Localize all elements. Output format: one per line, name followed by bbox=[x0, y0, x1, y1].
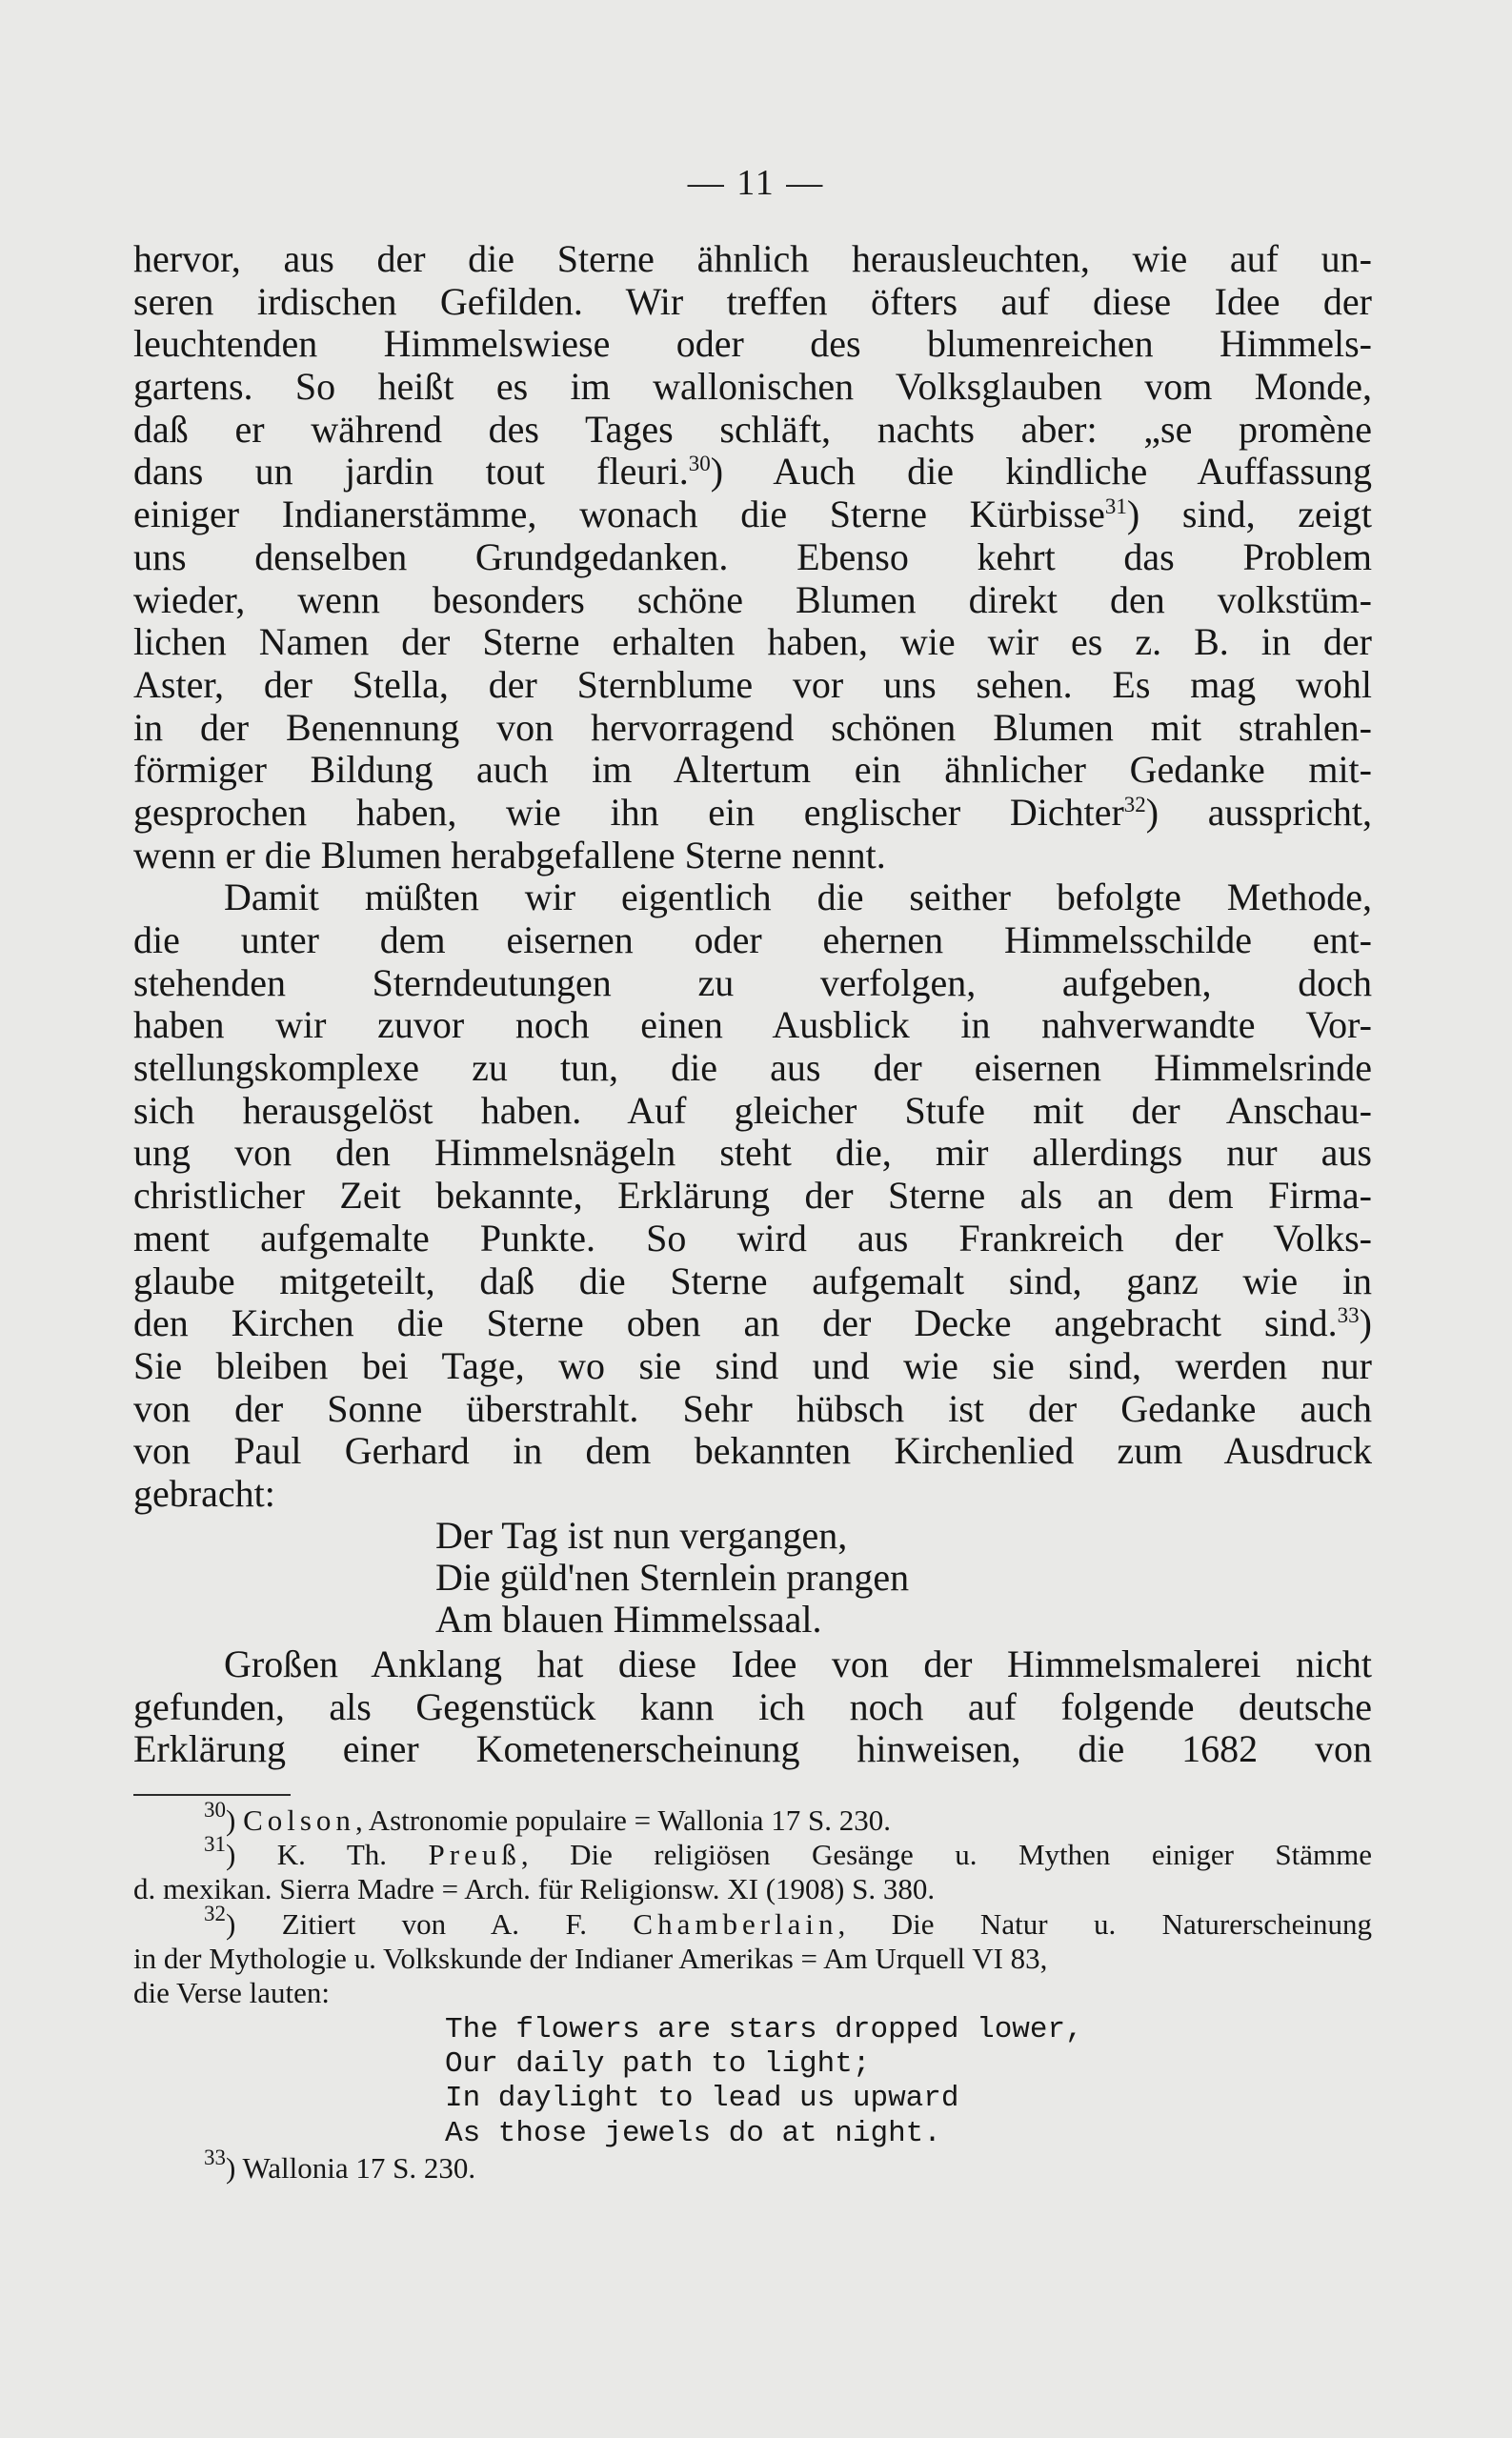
footnote-text: , Die Natur u. Naturerscheinung bbox=[837, 1906, 1372, 1941]
text-line: von der Sonne überstrahlt. Sehr hübsch ist der Gedanke auch bbox=[133, 1386, 1372, 1430]
text-line: Großen Anklang hat diese Idee von der Himmelsmalerei nicht bbox=[224, 1642, 1372, 1685]
poem-line: Die güld'nen Sternlein prangen bbox=[435, 1556, 910, 1599]
footnotes bbox=[133, 1798, 1372, 2010]
footnote-text: K. Th. bbox=[276, 1838, 429, 1872]
text-line: stellungskomplexe zu tun, die aus der eisernen Himmelsrinde bbox=[133, 1046, 1372, 1090]
footnote-mark: 32 bbox=[204, 1901, 226, 1925]
footnote-line: die Verse lauten: bbox=[133, 1975, 331, 2009]
text-line: seren irdischen Gefilden. Wir treffen öfters auf diese Idee der bbox=[133, 279, 1372, 323]
footnote-text: , Astronomie populaire = Wallonia 17 S. 230. bbox=[354, 1803, 891, 1837]
text-line: haben wir zuvor noch einen Ausblick in nahverwandte Vor- bbox=[133, 1003, 1372, 1047]
english-verse bbox=[445, 2013, 1083, 2151]
main-text-continued bbox=[133, 1643, 1372, 1771]
poem-line: Am blauen Himmelssaal. bbox=[435, 1598, 822, 1641]
footnote-author: Chamberlain bbox=[633, 1906, 838, 1941]
text-line-with-ref-30 bbox=[133, 451, 1372, 494]
footnote-ref-31: 31 bbox=[1104, 494, 1127, 519]
text-line: von Paul Gerhard in dem bekannten Kirchenlied zum Ausdruck bbox=[133, 1429, 1372, 1473]
text-fragment: Auch die kindliche Auffassung bbox=[773, 450, 1373, 494]
footnote-text: , Die religiösen Gesänge u. Mythen einiger Stämme bbox=[520, 1838, 1372, 1872]
footnote-divider bbox=[133, 1794, 291, 1796]
text-line: sich herausgelöst haben. Auf gleicher Stufe mit der Anschau- bbox=[133, 1088, 1372, 1132]
text-line: Sie bleiben bei Tage, wo sie sind und wie sie sind, werden nur bbox=[133, 1343, 1372, 1387]
text-line: uns denselben Grundgedanken. Ebenso kehrt das Problem bbox=[133, 534, 1372, 578]
footnote-line: d. mexikan. Sierra Madre = Arch. für Religionsw. XI (1908) S. 380. bbox=[133, 1872, 936, 1906]
footnote-author: Colson bbox=[243, 1803, 355, 1837]
text-line: wieder, wenn besonders schöne Blumen direkt den volkstüm- bbox=[133, 577, 1372, 621]
footnote-text: Wallonia 17 S. 230. bbox=[242, 2151, 476, 2185]
text-fragment: ) ausspricht, bbox=[1145, 790, 1372, 834]
text-line: gebracht: bbox=[133, 1471, 275, 1515]
text-line-with-ref-33 bbox=[133, 1302, 1372, 1345]
text-fragment: ) bbox=[710, 450, 724, 494]
footnote-31: $^{31}$) K. Th. Preuß, Die religiösen Gesänge u. Mythen einiger Stämme bbox=[204, 1832, 1372, 1872]
verse-line: The flowers are stars dropped lower, bbox=[445, 2013, 1083, 2046]
text-line: hervor, aus der die Sterne ähnlich herausleuchten, wie auf un- bbox=[133, 237, 1372, 280]
footnote-30: $^{30}$) Colson, Astronomie populaire = Wallonia 17 S. 230. bbox=[204, 1798, 891, 1837]
text-line: lichen Namen der Sterne erhalten haben, wie wir es z. B. in der bbox=[133, 620, 1372, 664]
footnote-mark: 30 bbox=[204, 1798, 226, 1822]
footnote-line: in der Mythologie u. Volkskunde der Indianer Amerikas = Am Urquell VI 83, bbox=[133, 1941, 1048, 1975]
text-line: gartens. So heißt es im wallonischen Volksglauben vom Monde, bbox=[133, 365, 1372, 409]
text-line: leuchtenden Himmelswiese oder des blumenreichen Himmels- bbox=[133, 322, 1372, 366]
text-line: Erklärung einer Kometenerscheinung hinweisen, die 1682 von bbox=[133, 1727, 1372, 1771]
text-line: daß er während des Tages schläft, nachts aber: „se promène bbox=[133, 407, 1372, 451]
text-fragment: den Kirchen die Sterne oben an der Decke angebracht sind. bbox=[133, 1301, 1338, 1345]
text-fragment: ) sind, zeigt bbox=[1126, 493, 1373, 536]
footnote-ref-33: 33 bbox=[1337, 1303, 1360, 1328]
text-line: christlicher Zeit bekannte, Erklärung der Sterne als an dem Firma- bbox=[133, 1174, 1372, 1218]
text-line: Aster, der Stella, der Sternblume vor uns sehen. Es mag wohl bbox=[133, 662, 1372, 706]
text-line: ment aufgemalte Punkte. So wird aus Frankreich der Volks- bbox=[133, 1216, 1372, 1259]
verse-line: As those jewels do at night. bbox=[445, 2116, 941, 2150]
page-number: — 11 — bbox=[687, 163, 825, 203]
text-line-with-ref-32 bbox=[133, 792, 1372, 835]
footnote-ref-30: 30 bbox=[688, 452, 711, 476]
text-line-with-ref-31 bbox=[133, 494, 1372, 536]
footnote-ref-32: 32 bbox=[1123, 792, 1146, 816]
text-fragment: gesprochen haben, wie ihn ein englischer Dichter bbox=[133, 790, 1124, 834]
verse-line: In daylight to lead us upward bbox=[445, 2082, 959, 2116]
text-line: gefunden, als Gegenstück kann ich noch auf folgende deutsche bbox=[133, 1684, 1372, 1728]
footnote-mark: 33 bbox=[204, 2146, 226, 2169]
text-line: ung von den Himmelsnägeln steht die, mir allerdings nur aus bbox=[133, 1131, 1372, 1175]
text-fragment: dans un jardin tout fleuri. bbox=[133, 450, 689, 494]
text-fragment: einiger Indianerstämme, wonach die Sterne Kürbisse bbox=[133, 493, 1105, 536]
text-fragment: ) bbox=[1359, 1301, 1372, 1345]
verse-line: Our daily path to light; bbox=[445, 2047, 871, 2082]
text-line: glaube mitgeteilt, daß die Sterne aufgemalt sind, ganz wie in bbox=[133, 1259, 1372, 1302]
poem-line: Der Tag ist nun vergangen, bbox=[435, 1514, 848, 1557]
footnote-32: $^{32}$) Zitiert von A. F. Chamberlain, Die Natur u. Naturerscheinung bbox=[204, 1901, 1372, 1941]
footnote-33: $^{33}$) Wallonia 17 S. 230. bbox=[204, 2146, 476, 2185]
main-text bbox=[133, 238, 1372, 1516]
footnote-mark: 31 bbox=[204, 1832, 226, 1857]
footnote-text: Zitiert von A. F. bbox=[281, 1906, 634, 1941]
text-line: wenn er die Blumen herabgefallene Sterne nennt. bbox=[133, 833, 886, 876]
text-line: die unter dem eisernen oder ehernen Himmelsschilde ent- bbox=[133, 918, 1372, 961]
hymn-quote bbox=[435, 1515, 909, 1641]
text-line: Damit müßten wir eigentlich die seither befolgte Methode, bbox=[224, 876, 1372, 919]
footnote-author: Preuß bbox=[428, 1838, 521, 1872]
text-line: in der Benennung von hervorragend schönen Blumen mit strahlen- bbox=[133, 705, 1372, 749]
text-line: förmiger Bildung auch im Altertum ein ähnlicher Gedanke mit- bbox=[133, 748, 1372, 792]
text-line: stehenden Sterndeutungen zu verfolgen, aufgeben, doch bbox=[133, 960, 1372, 1004]
